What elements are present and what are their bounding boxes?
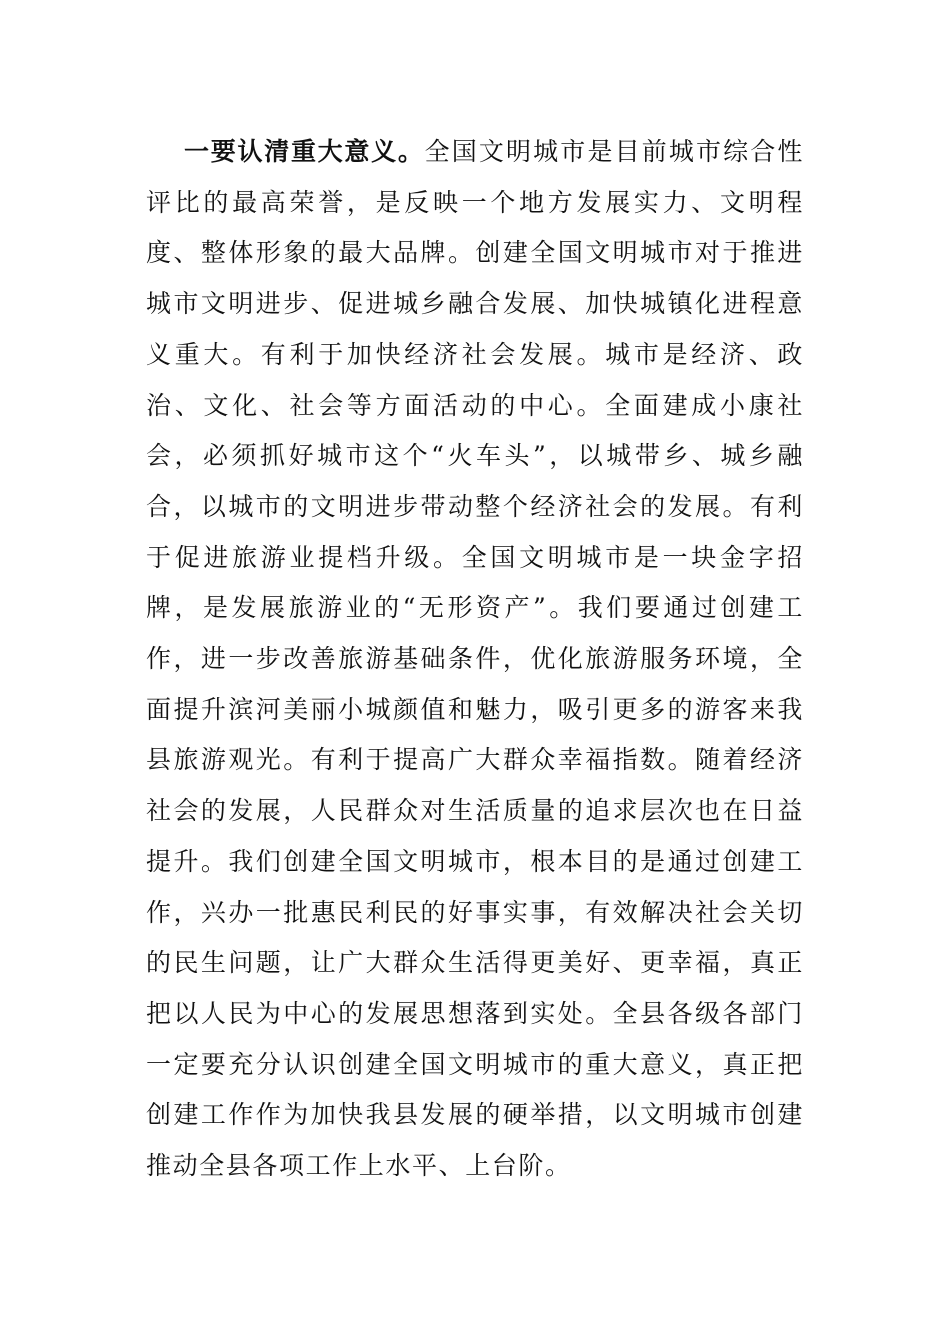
paragraph-lead-heading: 一要认清重大意义。 [184, 137, 425, 166]
paragraph-body-text: 全国文明城市是目前城市综合性评比的最高荣誉，是反映一个地方发展实力、文明程度、整体形象的最大品牌。创建全国文明城市对于推进城市文明进步、促进城乡融合发展、加快城镇化进程意义重大。有利于加快经济社会发展。城市是经济、政治、文化、社会等方面活动的中心。全面建成小康社会，必须抓好城市这个“火车头”，以城带乡、城乡融合，以城市的文明进步带动整个经济社会的发展。有利于促进旅游业提档升级。全国文明城市是一块金字招牌，是发展旅游业的“无形资产”。我们要通过创建工作，进一步改善旅游基础条件，优化旅游服务环境，全面提升滨河美丽小城颜值和魅力，吸引更多的游客来我县旅游观光。有利于提高广大群众幸福指数。随着经济社会的发展，人民群众对生活质量的追求层次也在日益提升。我们创建全国文明城市，根本目的是通过创建工作，兴办一批惠民利民的好事实事，有效解决社会关切的民生问题，让广大群众生活得更美好、更幸福，真正把以人民为中心的发展思想落到实处。全县各级各部门一定要充分认识创建全国文明城市的重大意义，真正把创建工作作为加快我县发展的硬举措，以文明城市创建推动全县各项工作上水平、上台阶。 [146, 137, 804, 1181]
body-paragraph [146, 127, 804, 1192]
